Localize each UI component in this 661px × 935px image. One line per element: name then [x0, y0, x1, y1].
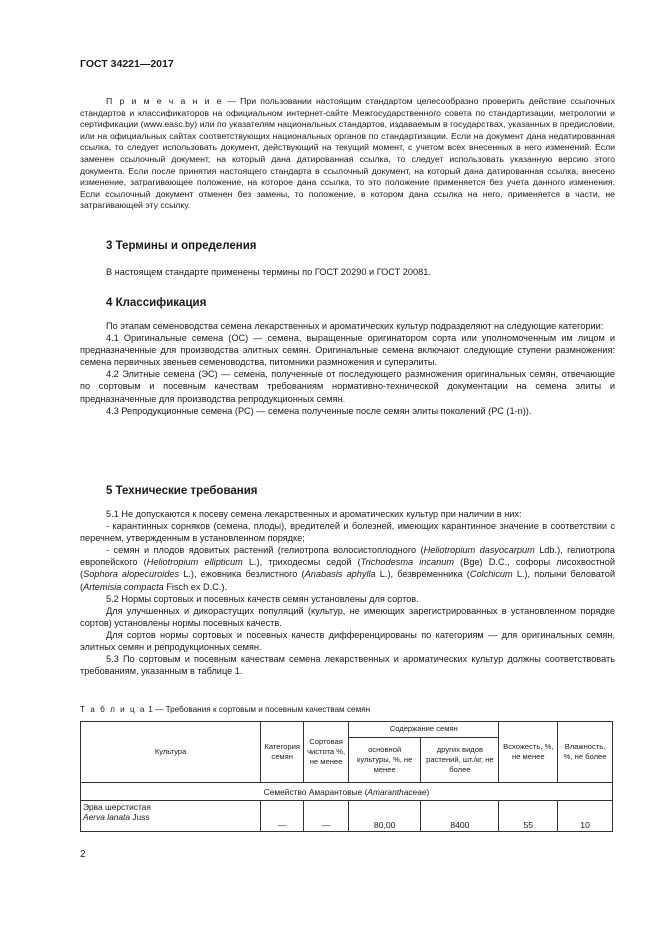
purity-cell: — — [304, 801, 349, 832]
note-label: П р и м е ч а н и е — [106, 96, 223, 106]
reference-note — [80, 96, 615, 212]
germination-cell: 55 — [499, 801, 558, 832]
paragraph: 4.2 Элитные семена (ЭС) — семена, полученные от последующего размножения оригинальных семян, отвечающие по сортовым и посевным качествам требованиям нормативно-технической документации на семена элиты и предназначенные для производства репродукционных семян. — [80, 369, 615, 404]
paragraph: - семян и плодов ядовитых растений (гелиотропа волосистоплодного (Heliotropium dasyocarpum Ldb.), гелиотропа европейского (Heliotropium ellipticum L.), триходесмы седой (Trichodesma incanum (Bge) D.C., софоры лисохвостной (Sophora alopecuroides L.), ежовника безлистного (Anabasis aphylla L.), безвременника (Colchicum L.), полыни беловатой (Artemisia compacta Fisch ex D.C.). — [80, 545, 615, 592]
section-3-text: В настоящем стандарте применены термины по ГОСТ 20290 и ГОСТ 20081. — [106, 267, 431, 277]
section-3-title: 3 Термины и определения — [106, 240, 257, 252]
paragraph: 5.1 Не допускаются к посеву семена лекарственных и ароматических культур при наличии в них: — [106, 509, 522, 519]
document-header: ГОСТ 34221—2017 — [80, 58, 174, 70]
col-header-culture: Культура — [81, 722, 261, 783]
other-species-cell: 8400 — [421, 801, 499, 832]
requirements-table — [80, 721, 613, 832]
col-header-main-culture: основной культуры, %, не менее — [349, 737, 421, 782]
col-header-content: Содержание семян — [349, 722, 499, 738]
paragraph: - карантинных сорняков (семена, плоды), вредителей и болезней, имеющих карантинное значение в соответствии с перечнем, утвержденным в установленном порядке; — [80, 521, 615, 544]
paragraph: По этапам семеноводства семена лекарственных и ароматических культур подразделяют на следующие категории: — [106, 321, 604, 331]
col-header-other-species: других видов растений, шт./кг, не более — [421, 737, 499, 782]
section-5-title: 5 Технические требования — [106, 485, 258, 497]
paragraph: 4.1 Оригинальные семена (ОС) — семена, выращенные оригинатором сорта или уполномоченным им лицом и предназначенные для производства элитных семян. Оригинальные семена включают следующие ступени размножения: семена первичных звеньев семеноводства, питомники размножения и суперэлиты. — [80, 333, 615, 368]
col-header-purity: Сортовая чистота %, не менее — [304, 722, 349, 783]
category-cell: — — [261, 801, 304, 832]
table-row — [81, 801, 613, 832]
col-header-moisture: Влажность, %, не более — [558, 722, 613, 783]
note-text: — При пользовании настоящим стандартом целесообразно проверить действие ссылочных стандартов и классификаторов на официальном интернет-сайте Межгосударственного совета по стандартизации, метрологии и сертификации (www.easc.by) или по указателям национальных стандартов, издаваемым в государствах, указанных в предисловии, или на официальных сайтах соответствующих национальных органов по стандартизации. Если на документ дана недатированная ссылка, то следует использовать документ, действующий на текущий момент, с учетом всех внесенных в него изменений. Если заменен ссылочный документ, на который дана датированная ссылка, то следует использовать указанную версию этого документа. Если после принятия настоящего стандарта в ссылочный документ, на который дана датированная ссылка, внесено изменение, затрагивающее положение, на которое дана ссылка, то это положение применяется без учета данного изменения. Если ссылочный документ отменен без замены, то положение, в котором дана ссылка на него, применяется в части, не затрагивающей эту ссылку. — [80, 96, 615, 211]
paragraph: 5.2 Нормы сортовых и посевных качеств семян установлены для сортов. — [106, 593, 419, 604]
table-caption: Т а б л и ц а 1 — Требования к сортовым и посевным качествам семян — [80, 705, 371, 714]
moisture-cell: 10 — [558, 801, 613, 832]
paragraph: Для сортов нормы сортовых и посевных качеств дифференцированы по категориям — для оригинальных семян, элитных семян и репродукционных семян. — [80, 629, 615, 653]
page-number: 2 — [80, 849, 86, 860]
col-header-category: Категория семян — [261, 722, 304, 783]
section-5-body — [80, 508, 615, 677]
paragraph: 4.3 Репродукционные семена (РС) — семена полученные после семян элиты поколений (РС (1-n)). — [106, 405, 532, 416]
col-header-germination: Всхожесть, %, не менее — [499, 722, 558, 783]
main-culture-cell: 80,00 — [349, 801, 421, 832]
section-4-body — [80, 320, 615, 417]
family-row: Семейство Амарантовые (Amaranthaceae) — [81, 783, 613, 801]
paragraph: 5.3 По сортовым и посевным качествам семена лекарственных и ароматических культур должны соответствовать требованиям, указанным в таблице 1. — [80, 654, 615, 677]
section-4-title: 4 Классификация — [106, 297, 207, 309]
culture-cell: Эрва шерстистая Aerva lanata Juss — [81, 801, 261, 832]
paragraph: Для улучшенных и дикорастущих популяций (культур, не имеющих зарегистрированных в установленном порядке сортов) установлены нормы посевных качеств. — [80, 605, 615, 628]
